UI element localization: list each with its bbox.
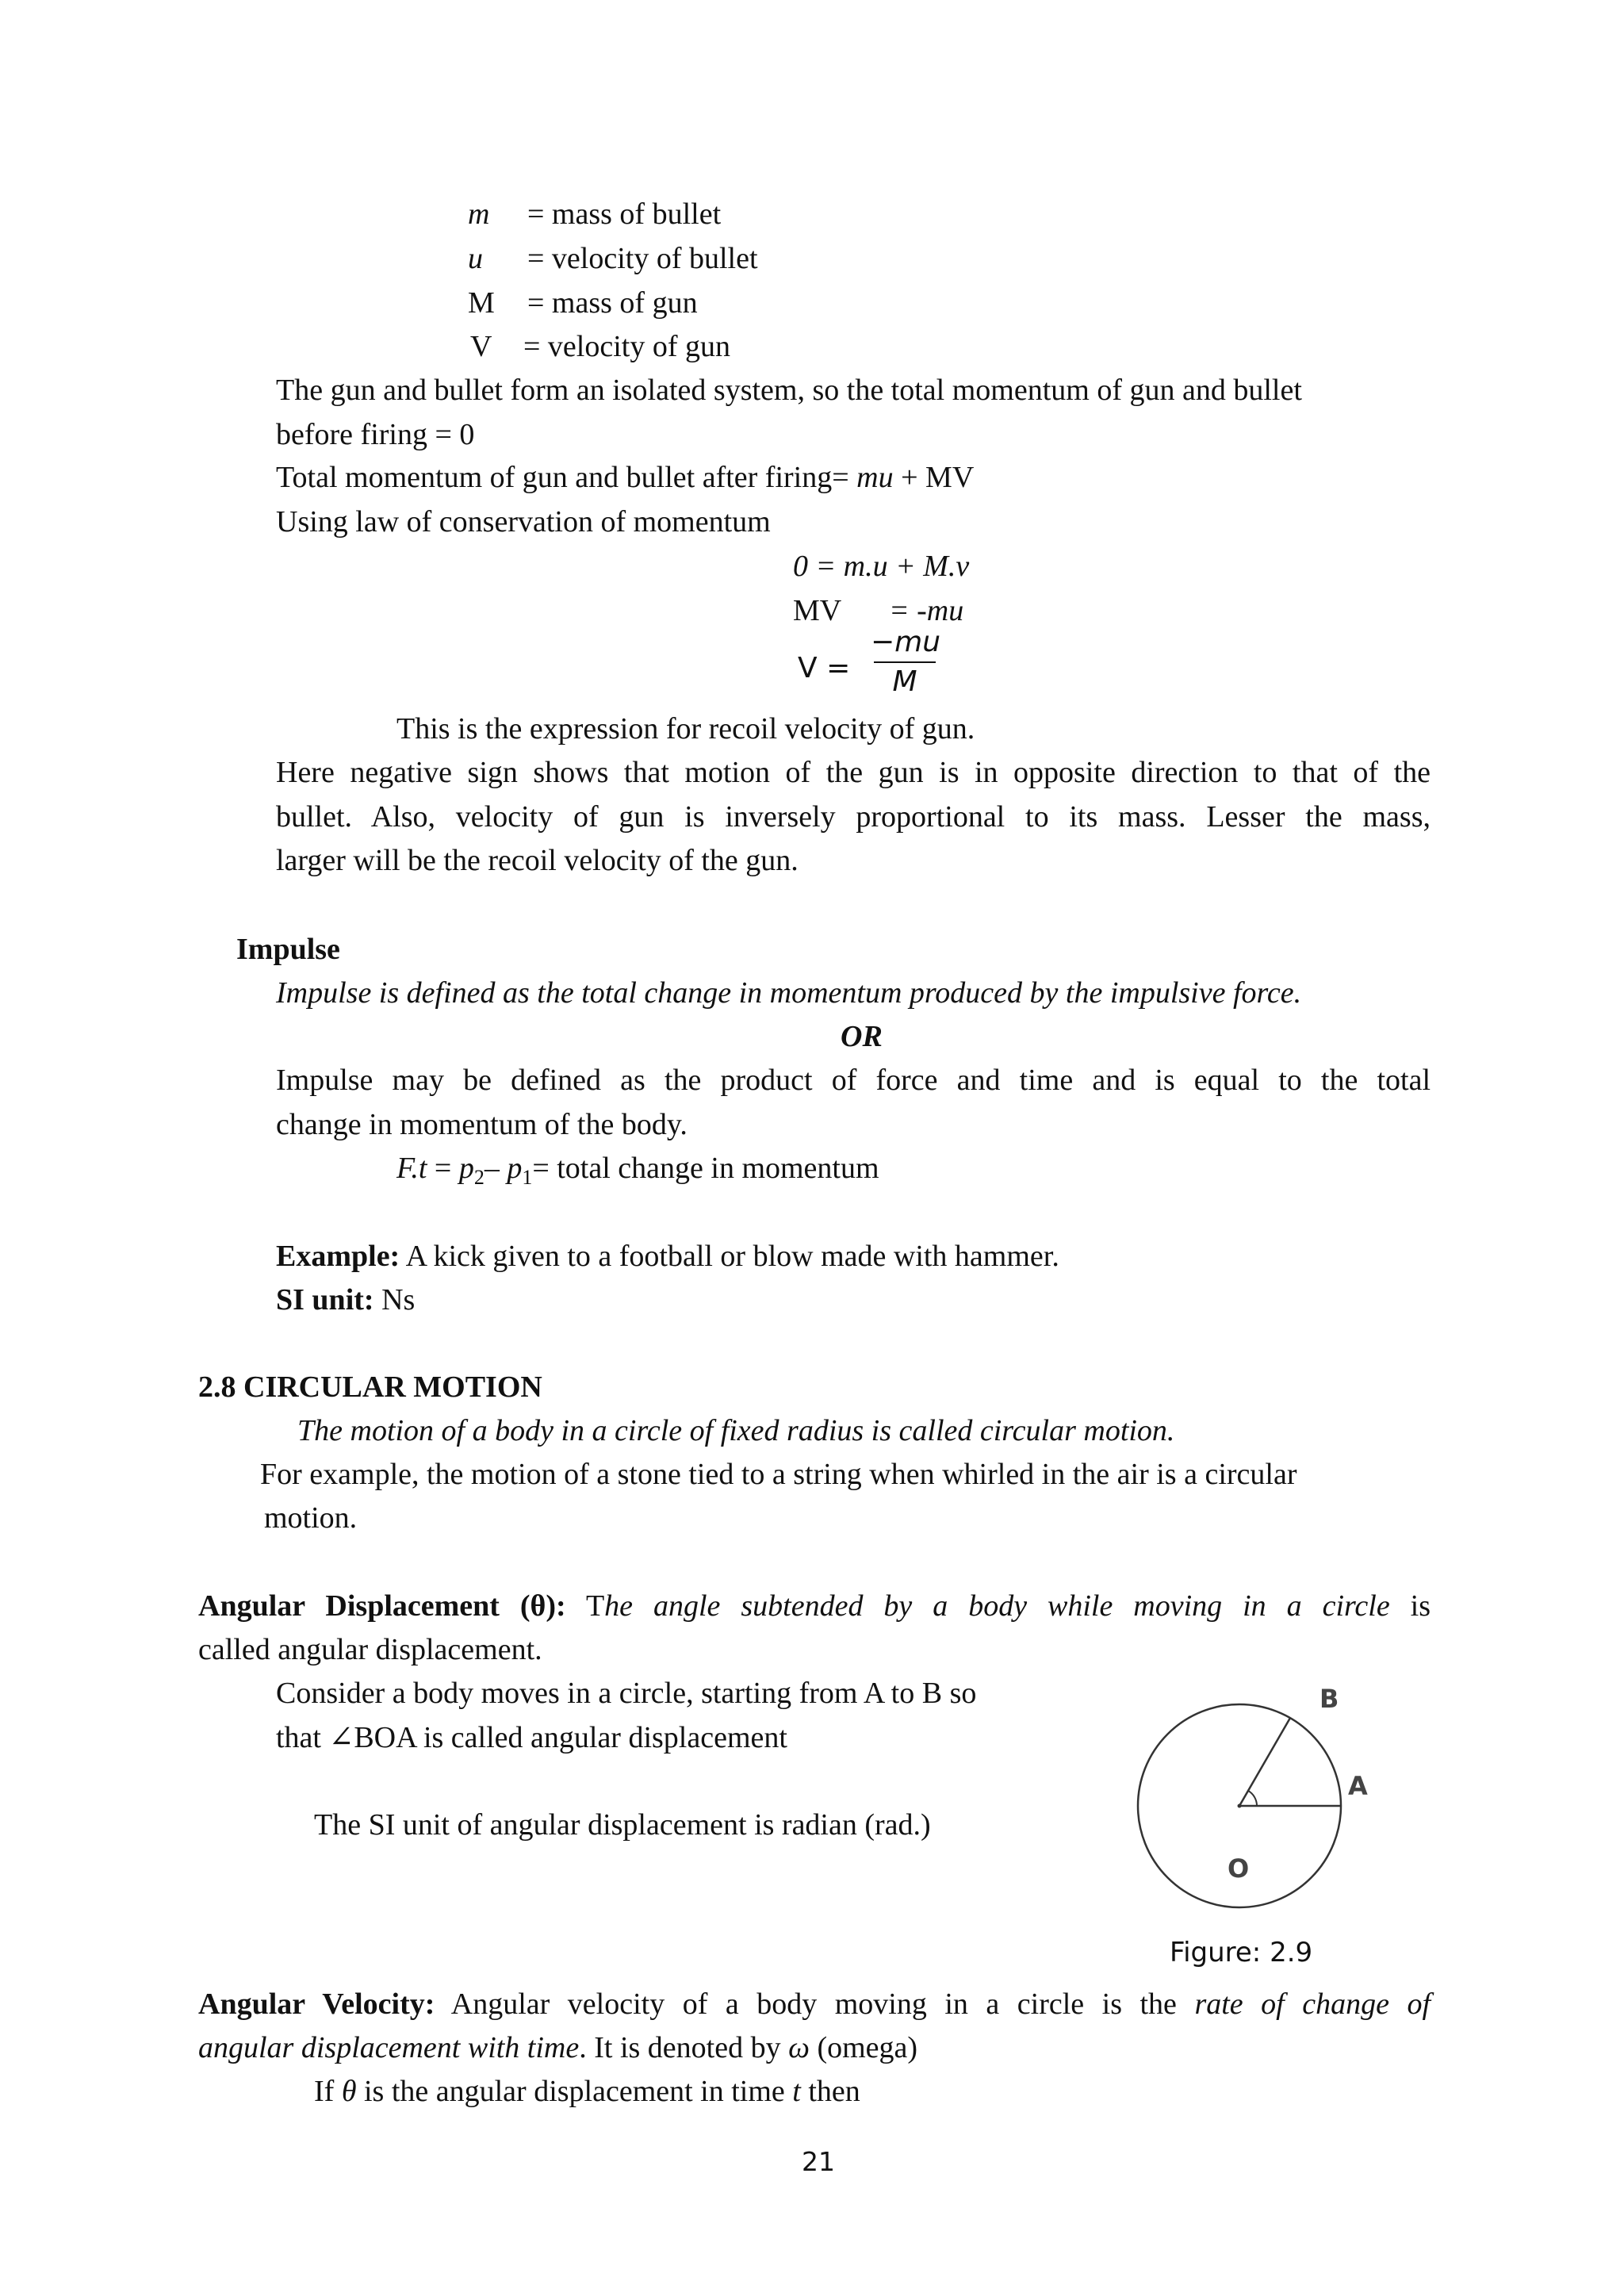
angular-displacement-label: Angular Displacement (θ): <box>198 1589 566 1623</box>
angular-velocity-label: Angular Velocity: <box>198 1987 435 2021</box>
consider-line1: Consider a body moves in a circle, starting from A to B so <box>276 1677 977 1710</box>
def-desc-u: = velocity of bullet <box>527 242 758 275</box>
omega-symbol: ω <box>788 2031 810 2064</box>
si-label: SI unit: <box>276 1283 374 1317</box>
recoil-para-line1: The gun and bullet form an isolated system, so the total momentum of gun and bullet <box>276 374 1302 407</box>
def-symbol-u: u <box>468 242 483 275</box>
def-symbol-V: V <box>470 330 492 363</box>
fraction-bar <box>874 661 936 663</box>
text: Angular velocity of a body moving in a circle is the <box>435 1987 1195 2021</box>
text: Total momentum of gun and bullet after firing= <box>276 461 857 494</box>
example-label: Example: <box>276 1240 400 1273</box>
formula-minus: – <box>484 1152 508 1185</box>
text: is the angular displacement in time <box>356 2075 793 2108</box>
circular-heading: 2.8 CIRCULAR MOTION <box>198 1370 542 1404</box>
figure-circle-diagram <box>1118 1673 1380 1943</box>
formula-p2: p <box>458 1152 474 1185</box>
impulse-heading: Impulse <box>236 933 340 966</box>
angular-displacement-def: he angle subtended by a body while moving in a circle <box>604 1589 1390 1623</box>
angular-velocity-line2 <box>198 2030 917 2065</box>
impulse-definition: Impulse is defined as the total change in momentum produced by the impulsive force. <box>276 976 1302 1010</box>
impulse-example <box>276 1239 1059 1274</box>
si-text: Ns <box>373 1283 416 1317</box>
angular-displacement-line2: called angular displacement. <box>198 1633 542 1666</box>
example-text: A kick given to a football or blow made with hammer. <box>400 1240 1059 1273</box>
fraction-denominator: M <box>892 665 917 698</box>
theta-symbol: θ <box>341 2075 357 2108</box>
angular-displacement-line1 <box>198 1589 1431 1623</box>
formula-p2-sub: 2 <box>473 1166 485 1189</box>
impulse-def2-line1: Impulse may be defined as the product of force and time and is equal to the total <box>276 1064 1431 1097</box>
angular-velocity-line1 <box>198 1987 1431 2022</box>
impulse-formula <box>396 1151 879 1189</box>
t-symbol: t <box>792 2075 801 2108</box>
equation-recoil-fraction <box>871 625 939 700</box>
text: angular displacement with time <box>198 2031 580 2064</box>
impulse-or: OR <box>841 1020 883 1053</box>
formula-p1: p <box>507 1152 523 1185</box>
recoil-momentum-after <box>276 460 974 495</box>
impulse-si-unit <box>276 1282 415 1317</box>
circular-example-line2: motion. <box>264 1501 358 1535</box>
label-o: O <box>1228 1853 1250 1884</box>
consider-line2: that ∠BOA is called angular displacement <box>276 1721 787 1754</box>
text: T <box>565 1589 605 1623</box>
center-point <box>1238 1804 1242 1808</box>
text: rate of change of <box>1194 1987 1431 2021</box>
text: is <box>1389 1589 1431 1623</box>
angle-arc <box>1248 1791 1257 1806</box>
fraction-numerator: −mu <box>871 626 941 658</box>
recoil-para-line2: before firing = 0 <box>276 418 475 451</box>
formula-p1-sub: 1 <box>522 1166 533 1189</box>
equation-mv-left: MV <box>793 594 842 627</box>
radius-ob <box>1239 1718 1290 1806</box>
def-desc-m: = mass of bullet <box>527 197 722 231</box>
text: (omega) <box>809 2031 918 2064</box>
mu-term: mu <box>856 461 894 494</box>
formula-lhs: F.t <box>396 1152 427 1185</box>
impulse-def2-line2: change in momentum of the body. <box>276 1108 688 1141</box>
recoil-conservation-line: Using law of conservation of momentum <box>276 505 771 539</box>
angular-displacement-si: The SI unit of angular displacement is radian (rad.) <box>314 1808 931 1842</box>
angular-velocity-line3 <box>314 2074 860 2109</box>
label-a: A <box>1348 1771 1368 1801</box>
equation-recoil-lhs: V = <box>798 652 851 684</box>
def-desc-M: = mass of gun <box>527 286 698 320</box>
def-desc-V: = velocity of gun <box>523 330 730 363</box>
expression-note: This is the expression for recoil velocity of gun. <box>396 712 975 746</box>
circular-definition: The motion of a body in a circle of fixed radius is called circular motion. <box>297 1414 1175 1447</box>
explain-line2: bullet. Also, velocity of gun is inversely proportional to its mass. Lesser the mass, <box>276 800 1431 834</box>
equation-mv-right: = -mu <box>889 594 964 627</box>
text: If <box>314 2075 342 2108</box>
page-number: 21 <box>802 2146 835 2177</box>
def-symbol-m: m <box>468 197 490 231</box>
formula-rhs: = total change in momentum <box>532 1152 879 1185</box>
def-symbol-M: M <box>468 286 495 320</box>
text: . It is denoted by <box>579 2031 789 2064</box>
equation-conservation: 0 = m.u + M.v <box>793 550 970 583</box>
explain-line3: larger will be the recoil velocity of the gun. <box>276 844 799 877</box>
text: then <box>800 2075 860 2108</box>
text: + MV <box>893 461 975 494</box>
explain-line1: Here negative sign shows that motion of the gun is in opposite direction to that of the <box>276 756 1431 789</box>
figure-caption: Figure: 2.9 <box>1170 1937 1313 1968</box>
label-b: B <box>1320 1684 1339 1714</box>
formula-eq: = <box>427 1152 459 1185</box>
circular-example-line1: For example, the motion of a stone tied to a string when whirled in the air is a circular <box>260 1458 1297 1491</box>
